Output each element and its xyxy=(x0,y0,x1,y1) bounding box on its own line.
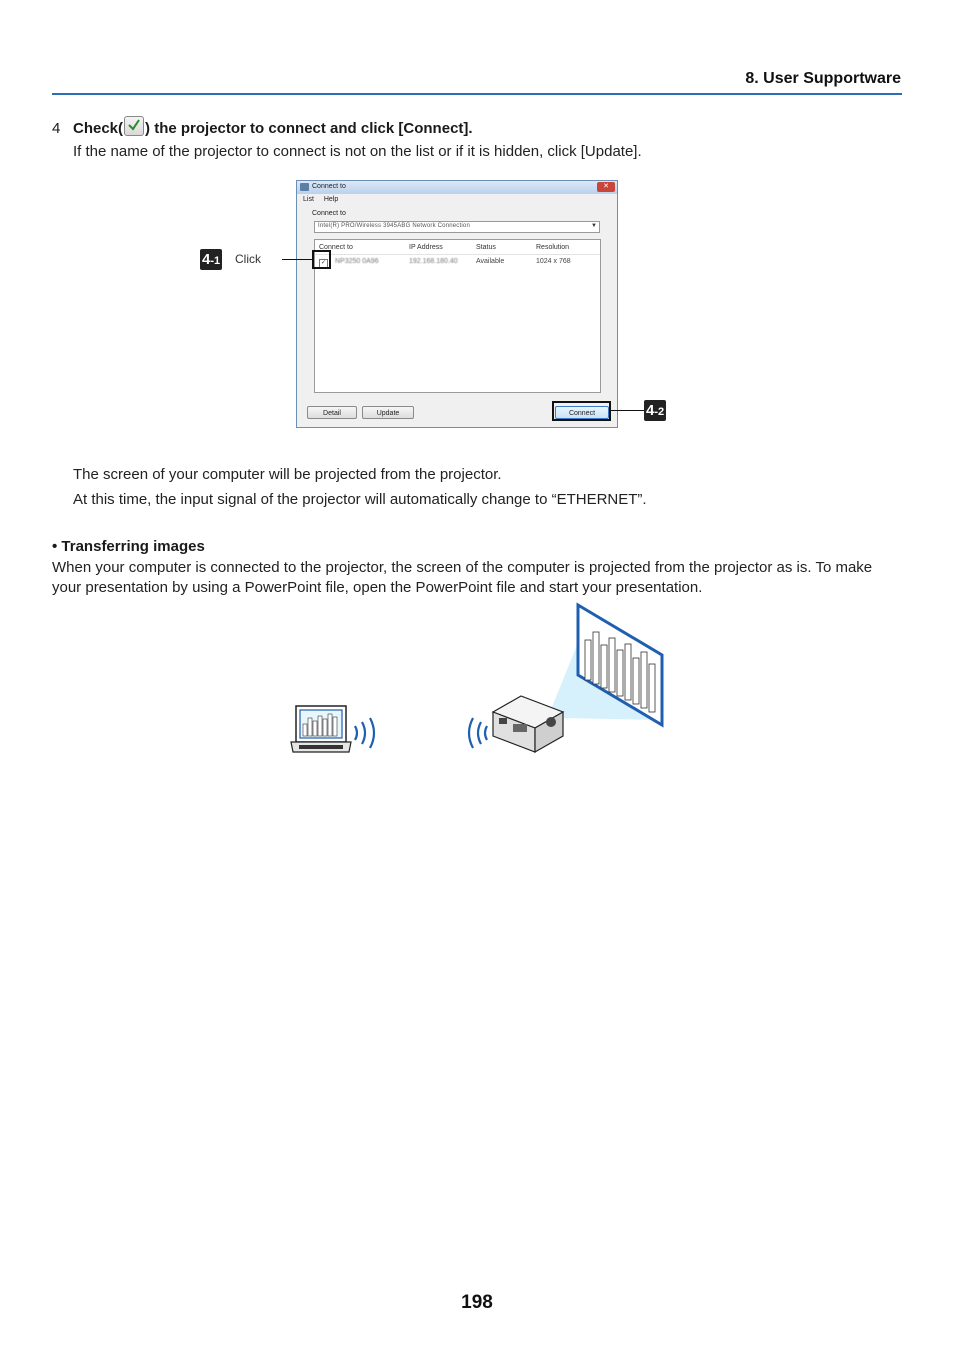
dialog-menubar xyxy=(303,196,346,203)
page-number: 198 xyxy=(461,1292,493,1313)
projector-list xyxy=(314,239,601,393)
section-paragraph: When your computer is connected to the projector, the screen of the computer is projected from the projector as is. To make your presentation by using a PowerPoint file, open the PowerPoint file and start your presentation. xyxy=(52,559,873,596)
adapter-select-value: Intel(R) PRO/Wireless 3945ABG Network Connection xyxy=(318,223,470,229)
column-header-connect-to[interactable]: Connect to xyxy=(319,244,353,251)
callout-4-2-sub: -2 xyxy=(654,406,665,418)
callout-4-1-sub: -1 xyxy=(210,255,221,267)
laptop-icon xyxy=(291,706,351,752)
step-instruction xyxy=(52,116,473,137)
dialog-title: Connect to xyxy=(312,183,346,190)
column-header-divider xyxy=(315,254,600,255)
wireless-projection-illustration xyxy=(285,600,675,765)
section-header: 8. User Supportware xyxy=(745,70,901,87)
connect-to-label: Connect to xyxy=(312,210,346,217)
chevron-down-icon: ▼ xyxy=(591,223,597,229)
callout-badge-4-1 xyxy=(200,249,222,270)
projector-icon xyxy=(493,696,563,752)
step-number: 4 xyxy=(52,120,61,137)
checkbox-checked-icon xyxy=(124,116,144,136)
callout-4-2-leader xyxy=(611,410,644,411)
row-projector-name: NP3250 0A96 xyxy=(335,258,379,265)
checkbox-highlight xyxy=(312,250,331,269)
row-resolution: 1024 x 768 xyxy=(536,258,571,265)
column-header-status[interactable]: Status xyxy=(476,244,496,251)
column-header-resolution[interactable]: Resolution xyxy=(536,244,570,251)
click-label: Click xyxy=(235,252,261,266)
wireless-signal-laptop-icon xyxy=(355,718,374,748)
detail-button[interactable]: Detail xyxy=(307,406,357,419)
section-title: • Transferring images xyxy=(52,538,205,555)
callout-4-1-main: 4 xyxy=(202,251,211,268)
callout-badge-4-2 xyxy=(644,400,666,421)
menu-item-list[interactable]: List xyxy=(303,196,314,203)
result-line-2: At this time, the input signal of the projector will automatically change to “ETHERNET”. xyxy=(73,491,647,508)
callout-4-1-leader xyxy=(282,259,312,260)
row-status: Available xyxy=(476,258,505,265)
close-icon[interactable]: ✕ xyxy=(597,182,615,192)
step-text-before: Check( xyxy=(73,120,124,137)
header-rule xyxy=(52,93,902,95)
update-button[interactable]: Update xyxy=(362,406,414,419)
step-text-after: ) the projector to connect and click [Connect]. xyxy=(145,120,473,137)
row-checkbox[interactable]: ✓ xyxy=(320,260,327,266)
row-ip-address: 192.168.180.40 xyxy=(409,258,458,265)
result-line-1: The screen of your computer will be projected from the projector. xyxy=(73,466,502,483)
step-subtext: If the name of the projector to connect is not on the list or if it is hidden, click [Update]. xyxy=(73,143,642,160)
connect-dialog xyxy=(296,180,618,428)
callout-4-2-main: 4 xyxy=(646,402,655,419)
column-header-ip-address[interactable]: IP Address xyxy=(409,244,443,251)
app-icon xyxy=(300,183,309,191)
connect-highlight xyxy=(552,401,611,421)
dialog-titlebar xyxy=(297,181,617,194)
connect-button[interactable]: Connect xyxy=(555,406,609,419)
menu-item-help[interactable]: Help xyxy=(323,196,339,203)
wireless-signal-projector-icon xyxy=(469,718,487,748)
adapter-select[interactable] xyxy=(314,221,600,233)
